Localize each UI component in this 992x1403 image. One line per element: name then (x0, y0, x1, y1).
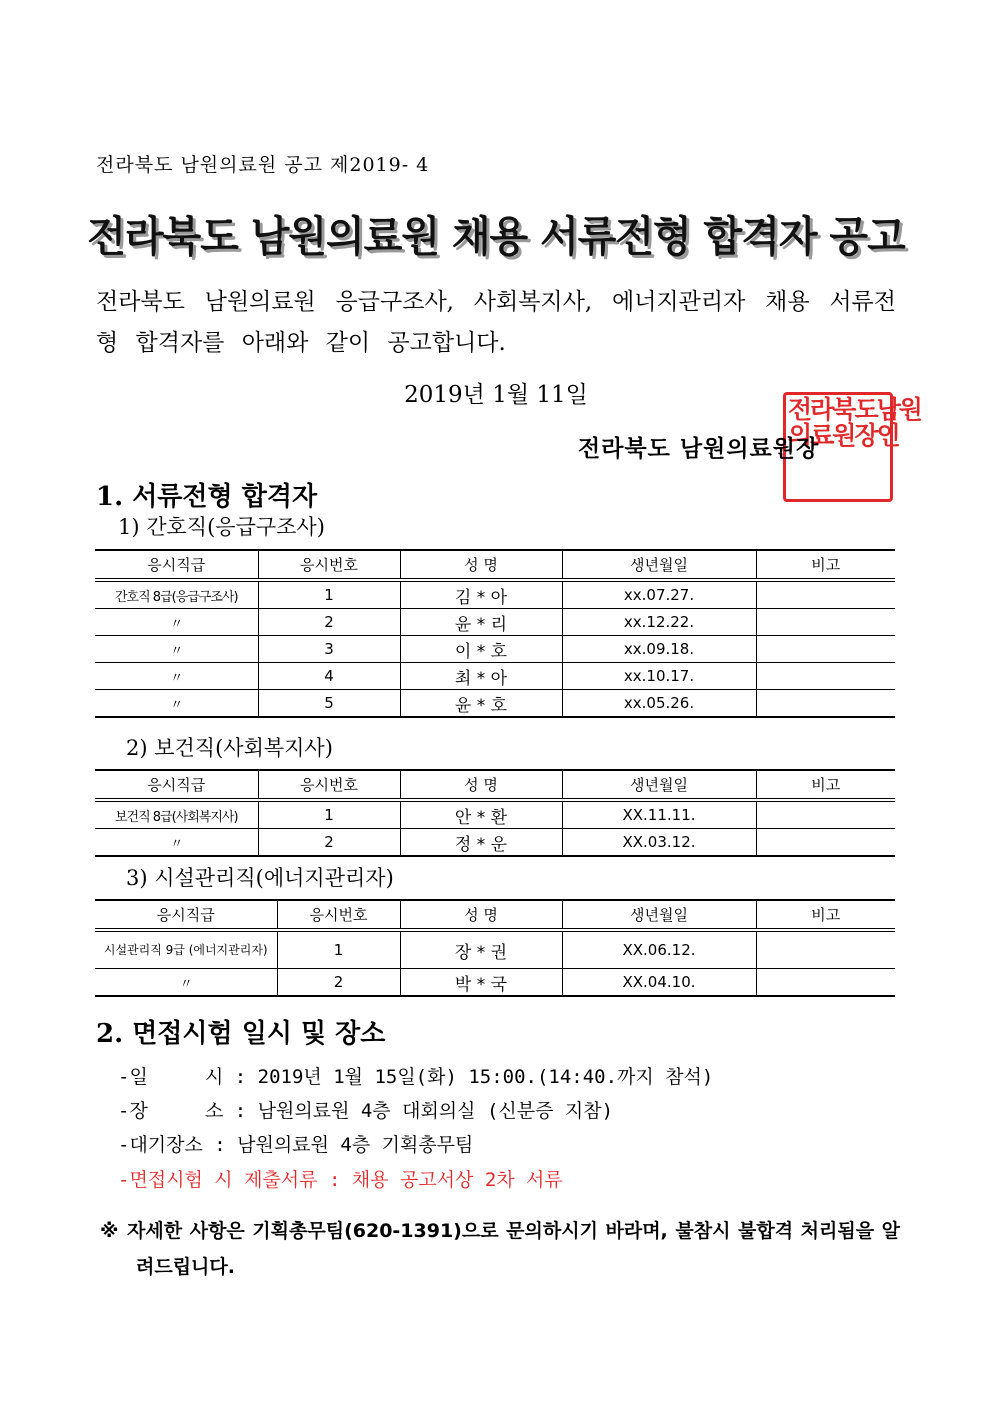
notice-number: 전라북도 남원의료원 공고 제2019- 4 (96, 154, 430, 176)
seal-text-line-2: 의료원장인 (788, 421, 899, 450)
col-header-name: 성 명 (400, 770, 562, 800)
col-header-birthdate: 생년월일 (562, 770, 756, 800)
table-nursing (95, 549, 895, 718)
group-3-subtitle: 3) 시설관리직(에너지관리자) (126, 866, 394, 890)
cell-remarks (756, 829, 895, 857)
table-row (95, 969, 895, 997)
col-header-birthdate: 생년월일 (562, 550, 756, 580)
cell-birthdate: XX.11.11. (562, 800, 756, 829)
intro-paragraph: 전라북도 남원의료원 응급구조사, 사회복지사, 에너지관리자 채용 서류전형 합격자를 아래와 같이 공고합니다. (96, 289, 896, 356)
cell-birthdate: XX.06.12. (562, 930, 756, 969)
cell-number: 3 (258, 636, 400, 663)
cell-remarks (756, 580, 895, 609)
col-header-number: 응시번호 (258, 770, 400, 800)
cell-grade: 〃 (95, 690, 258, 718)
cell-name: 김 * 아 (400, 580, 562, 609)
cell-number: 2 (277, 969, 400, 997)
cell-name: 정 * 운 (400, 829, 562, 857)
table-health (95, 769, 895, 857)
cell-number: 1 (258, 800, 400, 829)
cell-grade: 〃 (95, 969, 277, 997)
cell-remarks (756, 663, 895, 690)
table-row (95, 580, 895, 609)
interview-datetime: -일 시 : 2019년 1월 15일(화) 15:00.(14:40.까지 참석) (118, 1066, 714, 1088)
interview-location: -장 소 : 남원의료원 4층 대회의실 (신분증 지참) (118, 1100, 614, 1122)
cell-grade: 〃 (95, 636, 258, 663)
cell-remarks (756, 800, 895, 829)
cell-number: 2 (258, 609, 400, 636)
col-header-remarks: 비고 (756, 770, 895, 800)
cell-birthdate: XX.04.10. (562, 969, 756, 997)
cell-birthdate: xx.10.17. (562, 663, 756, 690)
cell-birthdate: xx.12.22. (562, 609, 756, 636)
col-header-birthdate: 생년월일 (562, 900, 756, 930)
col-header-number: 응시번호 (258, 550, 400, 580)
seal-text-line-1: 전라북도남원 (788, 395, 921, 424)
cell-number: 2 (258, 829, 400, 857)
table-row (95, 930, 895, 969)
table-header-row (95, 900, 895, 930)
col-header-grade: 응시직급 (95, 550, 258, 580)
cell-number: 4 (258, 663, 400, 690)
cell-name: 최 * 아 (400, 663, 562, 690)
cell-birthdate: xx.07.27. (562, 580, 756, 609)
table-row (95, 829, 895, 857)
waiting-location: -대기장소 : 남원의료원 4층 기획총무팀 (118, 1134, 474, 1156)
col-header-grade: 응시직급 (95, 900, 277, 930)
cell-remarks (756, 690, 895, 718)
cell-birthdate: XX.03.12. (562, 829, 756, 857)
col-header-remarks: 비고 (756, 900, 895, 930)
cell-birthdate: xx.05.26. (562, 690, 756, 718)
table-header-row (95, 550, 895, 580)
table-row (95, 663, 895, 690)
col-header-remarks: 비고 (756, 550, 895, 580)
cell-number: 5 (258, 690, 400, 718)
cell-grade: 〃 (95, 609, 258, 636)
cell-remarks (756, 930, 895, 969)
required-documents: -면접시험 시 제출서류 : 채용 공고서상 2차 서류 (118, 1169, 563, 1191)
cell-grade: 〃 (95, 829, 258, 857)
table-facility (95, 899, 895, 997)
cell-birthdate: xx.09.18. (562, 636, 756, 663)
col-header-grade: 응시직급 (95, 770, 258, 800)
section-1-title: 1. 서류전형 합격자 (96, 482, 318, 512)
cell-remarks (756, 969, 895, 997)
cell-number: 1 (277, 930, 400, 969)
cell-remarks (756, 609, 895, 636)
cell-name: 박 * 국 (400, 969, 562, 997)
cell-grade: 시설관리직 9급 (에너지관리자) (95, 930, 277, 969)
cell-name: 윤 * 호 (400, 690, 562, 718)
contact-note: ※ 자세한 사항은 기획총무팀(620-1391)으로 문의하시기 바라며, 불참시 불합격 처리됨을 알려드립니다. (100, 1220, 900, 1278)
cell-name: 이 * 호 (400, 636, 562, 663)
section-2-title: 2. 면접시험 일시 및 장소 (96, 1019, 386, 1049)
cell-grade: 〃 (95, 663, 258, 690)
cell-name: 윤 * 리 (400, 609, 562, 636)
col-header-number: 응시번호 (277, 900, 400, 930)
table-row (95, 636, 895, 663)
col-header-name: 성 명 (400, 550, 562, 580)
table-row (95, 690, 895, 718)
group-2-subtitle: 2) 보건직(사회복지사) (126, 736, 333, 760)
cell-remarks (756, 636, 895, 663)
table-row (95, 800, 895, 829)
cell-grade: 간호직 8급(응급구조사) (95, 580, 258, 609)
cell-name: 안 * 환 (400, 800, 562, 829)
col-header-name: 성 명 (400, 900, 562, 930)
group-1-subtitle: 1) 간호직(응급구조사) (118, 515, 325, 539)
signatory: 전라북도 남원의료원장 (578, 435, 820, 462)
table-row (95, 609, 895, 636)
notice-date: 2019년 1월 11일 (404, 382, 588, 408)
table-header-row (95, 770, 895, 800)
cell-number: 1 (258, 580, 400, 609)
cell-grade: 보건직 8급(사회복지사) (95, 800, 258, 829)
page-title: 전라북도 남원의료원 채용 서류전형 합격자 공고 (87, 213, 905, 262)
cell-name: 장 * 권 (400, 930, 562, 969)
